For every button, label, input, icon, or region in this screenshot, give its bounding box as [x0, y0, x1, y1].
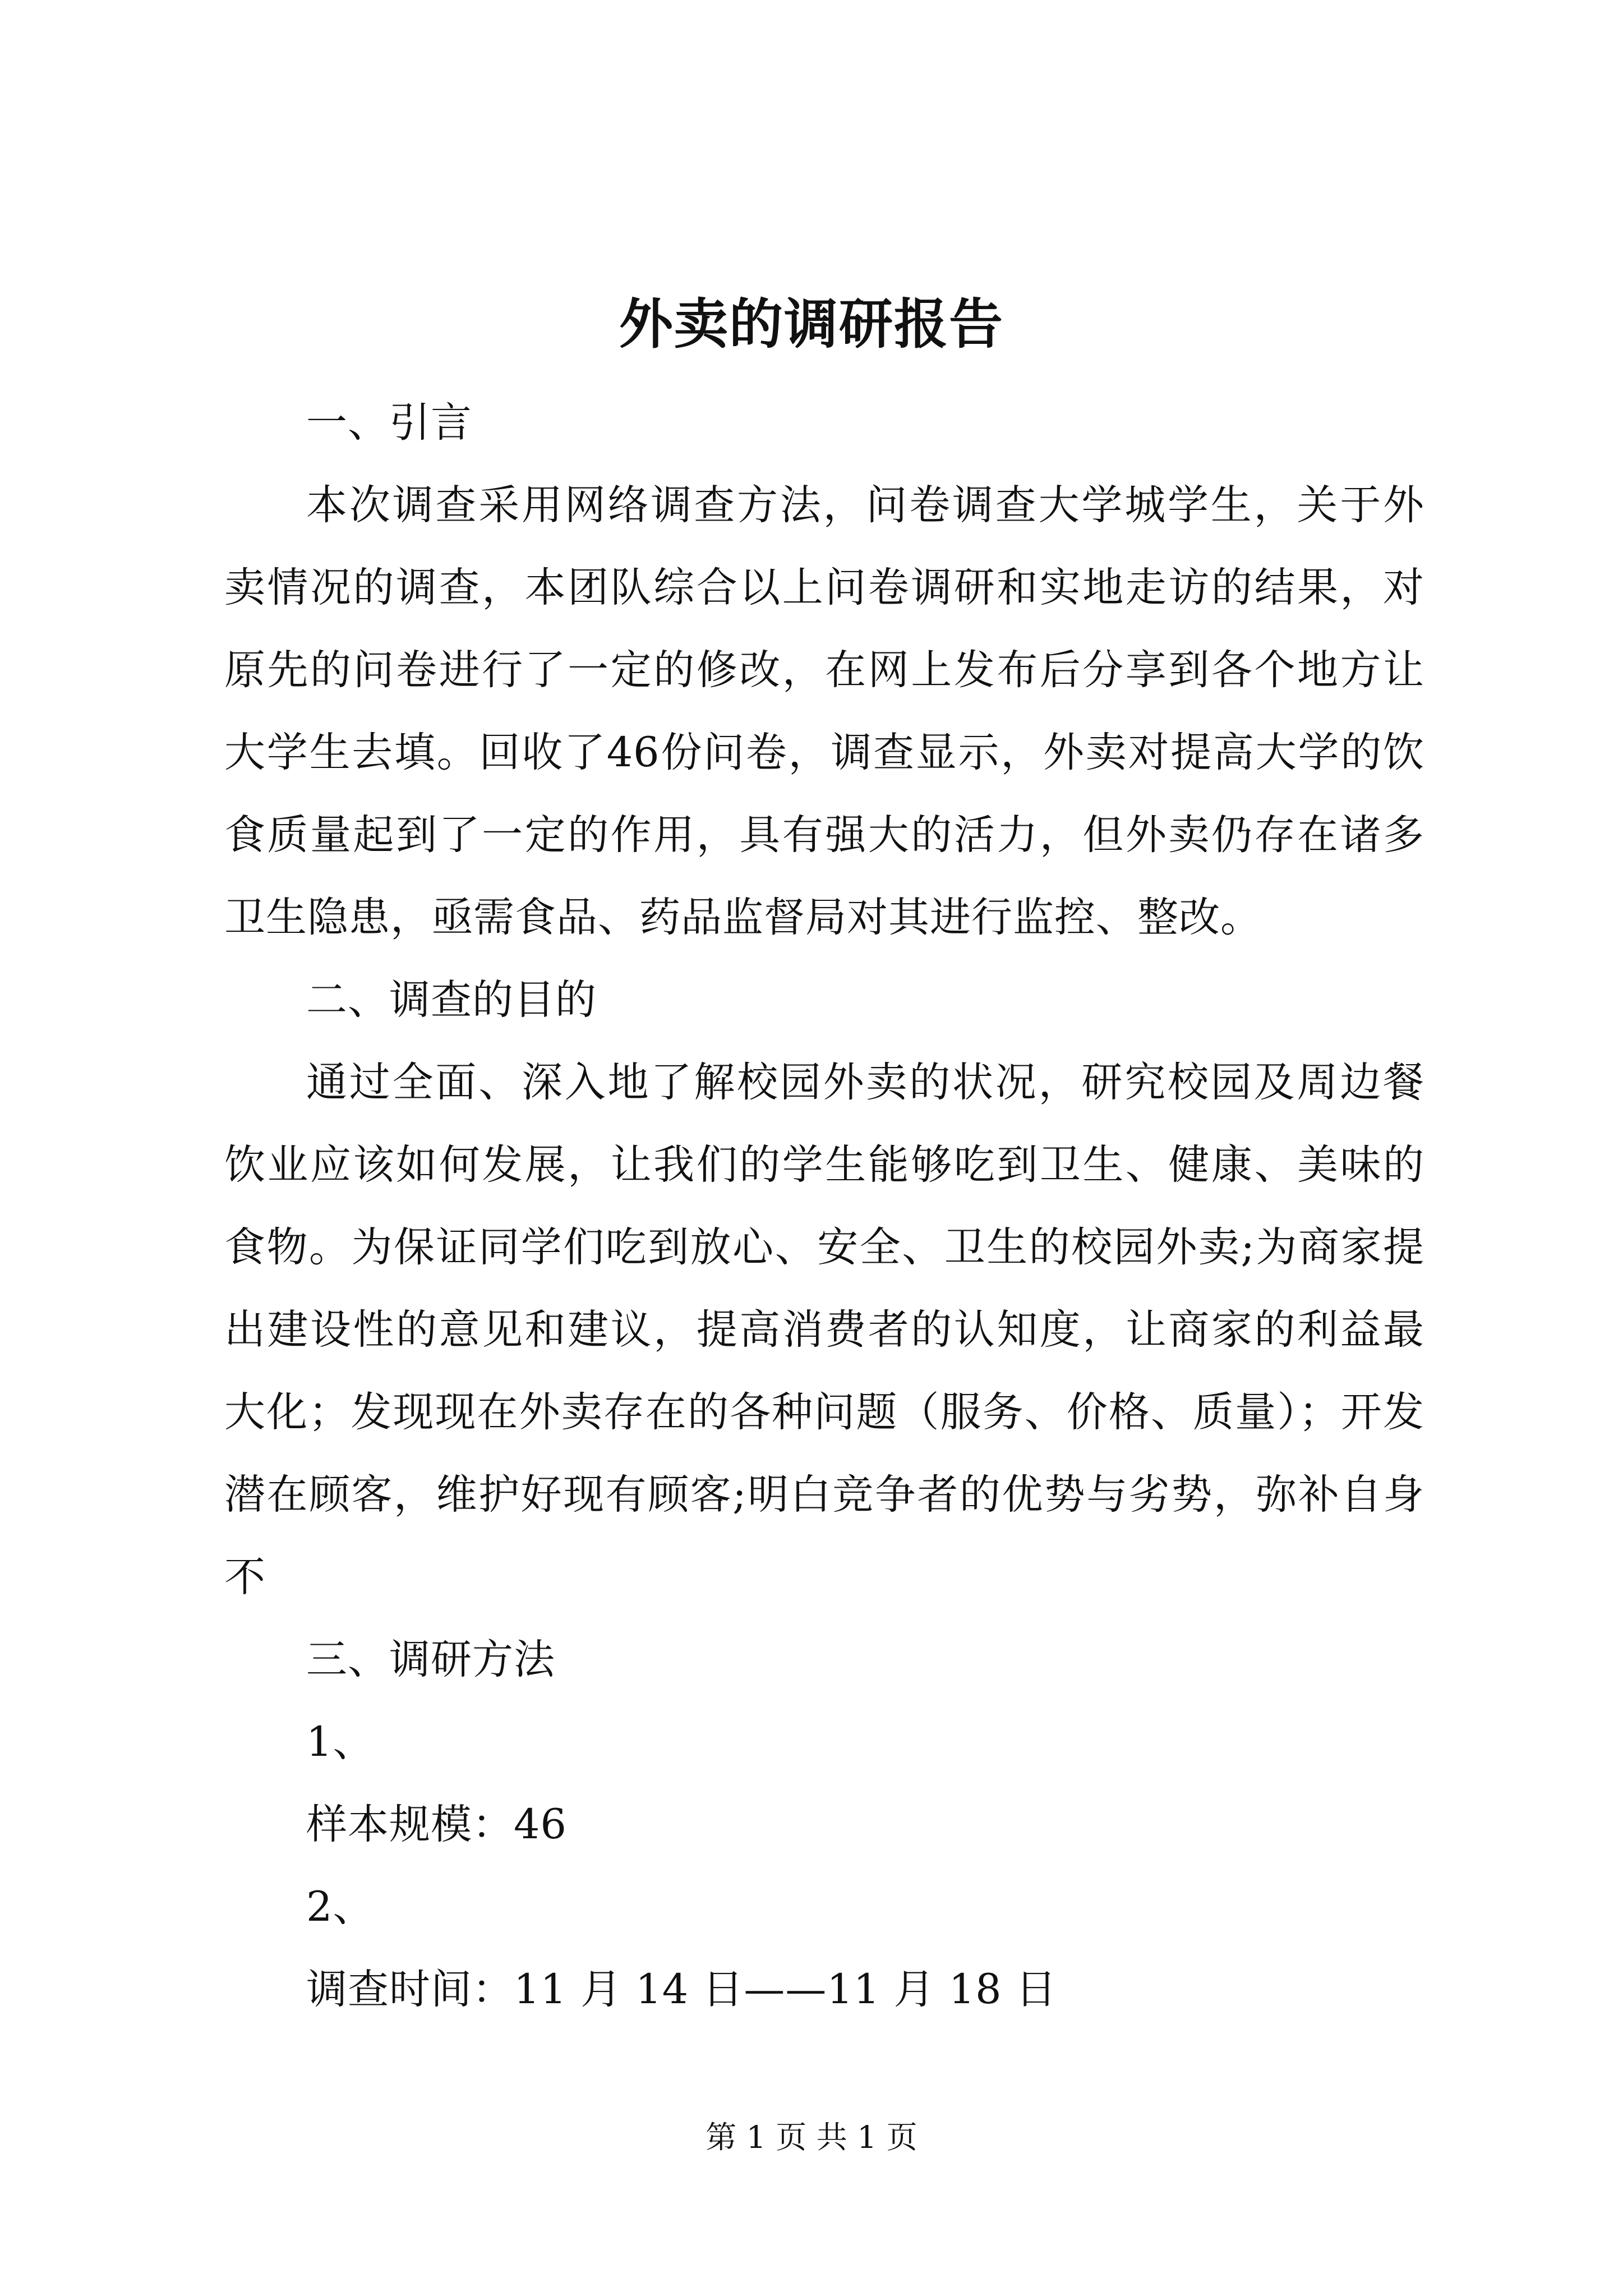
list-item-sample-size: 样本规模：46 [306, 1801, 567, 1848]
document-body [224, 381, 1424, 2031]
section-heading-introduction: 一、引言 [306, 399, 472, 447]
paragraph-introduction: 本次调查采用网络调查方法，问卷调查大学城学生，关于外卖情况的调查，本团队综合以上问卷调研和实地走访的结果，对原先的问卷进行了一定的修改，在网上发布后分享到各个地方让大学生去填。回收了46份问卷，调查显示，外卖对提高大学的饮食质量起到了一定的作用，具有强大的活力，但外卖仍存在诸多卫生隐患，亟需食品、药品监督局对其进行监控、整改。 [224, 481, 1424, 941]
list-number-1: 1、 [306, 1718, 375, 1766]
page-footer: 第 1 页 共 1 页 [706, 2119, 917, 2155]
paragraph-purpose: 通过全面、深入地了解校园外卖的状况，研究校园及周边餐饮业应该如何发展，让我们的学生能够吃到卫生、健康、美味的食物。为保证同学们吃到放心、安全、卫生的校园外卖;为商家提出建设性的意见和建议，提高消费者的认知度，让商家的利益最大化；发现现在外卖存在的各种问题（服务、价格、质量）；开发潜在顾客，维护好现有顾客;明白竞争者的优势与劣势，弥补自身不 [224, 1059, 1424, 1601]
section-heading-method: 三、调研方法 [306, 1636, 555, 1683]
list-number-2: 2、 [306, 1883, 375, 1931]
list-item-survey-time: 调查时间：11 月 14 日——11 月 18 日 [306, 1966, 1057, 2013]
section-heading-purpose: 二、调查的目的 [306, 976, 597, 1024]
document-title: 外卖的调研报告 [619, 292, 1004, 356]
